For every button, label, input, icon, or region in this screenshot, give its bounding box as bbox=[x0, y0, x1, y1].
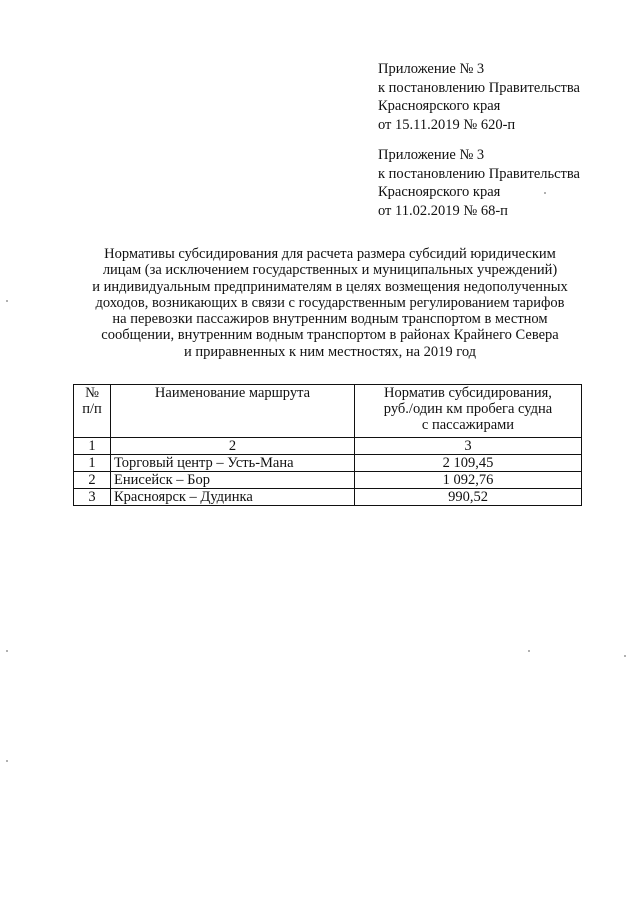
row-number: 2 bbox=[74, 472, 111, 489]
column-index-row bbox=[74, 438, 582, 455]
title-line: сообщении, внутренним водным транспортом в районах Крайнего Севера bbox=[101, 327, 559, 344]
annex-date-line: от 15.11.2019 № 620-п bbox=[378, 116, 516, 133]
annex-date-line: от 11.02.2019 № 68-п bbox=[378, 202, 508, 219]
title-line: и индивидуальным предпринимателям в целях возмещения недополученных bbox=[92, 278, 568, 295]
document-title bbox=[60, 246, 600, 360]
column-index: 1 bbox=[74, 438, 111, 455]
header-norm-line: с пассажирами bbox=[421, 417, 515, 433]
column-index: 3 bbox=[355, 438, 582, 455]
table-row bbox=[74, 472, 582, 489]
title-line: и приравненных к ним местностях, на 2019 год bbox=[183, 343, 477, 360]
scan-speck bbox=[6, 300, 8, 302]
scan-speck bbox=[624, 655, 626, 657]
title-line: Нормативы субсидирования для расчета размера субсидий юридическим bbox=[104, 246, 556, 262]
title-line: доходов, возникающих в связи с государственным регулированием тарифов bbox=[95, 294, 565, 311]
header-number-abbr: п/п bbox=[82, 401, 102, 417]
header-norm-line: руб./один км пробега судна bbox=[383, 401, 553, 417]
annex-decree-line: к постановлению Правительства bbox=[378, 79, 580, 96]
route-name: Енисейск – Бор bbox=[111, 472, 355, 489]
scan-speck bbox=[6, 650, 8, 652]
title-line: на перевозки пассажиров внутренним водным транспортом в местном bbox=[112, 311, 548, 328]
norm-value: 1 092,76 bbox=[355, 472, 582, 489]
annex-region-line: Красноярского края bbox=[378, 98, 501, 115]
route-name: Красноярск – Дудинка bbox=[111, 489, 355, 506]
row-number: 1 bbox=[74, 455, 111, 472]
title-line: лицам (за исключением государственных и муниципальных учреждений) bbox=[102, 262, 558, 279]
header-number-symbol: № bbox=[85, 385, 99, 401]
annex-title: Приложение № 3 bbox=[378, 61, 485, 77]
norm-value: 2 109,45 bbox=[355, 455, 582, 472]
scan-speck bbox=[544, 192, 546, 194]
route-name: Торговый центр – Усть-Мана bbox=[111, 455, 355, 472]
header-number bbox=[74, 385, 111, 438]
column-index: 2 bbox=[111, 438, 355, 455]
annex-region-line: Красноярского края bbox=[378, 184, 501, 201]
subsidy-norms-table bbox=[73, 384, 582, 506]
annex-current-block bbox=[378, 60, 580, 134]
table-row bbox=[74, 489, 582, 506]
header-route: Наименование маршрута bbox=[111, 385, 355, 438]
row-number: 3 bbox=[74, 489, 111, 506]
annex-decree-line: к постановлению Правительства bbox=[378, 165, 580, 182]
header-norm-line: Норматив субсидирования, bbox=[384, 385, 552, 401]
table-row bbox=[74, 455, 582, 472]
annex-title: Приложение № 3 bbox=[378, 147, 485, 163]
norm-value: 990,52 bbox=[355, 489, 582, 506]
annex-original-block bbox=[378, 146, 580, 220]
scan-speck bbox=[528, 650, 530, 652]
header-norm bbox=[355, 385, 582, 438]
scan-speck bbox=[6, 760, 8, 762]
table-header-row bbox=[74, 385, 582, 438]
